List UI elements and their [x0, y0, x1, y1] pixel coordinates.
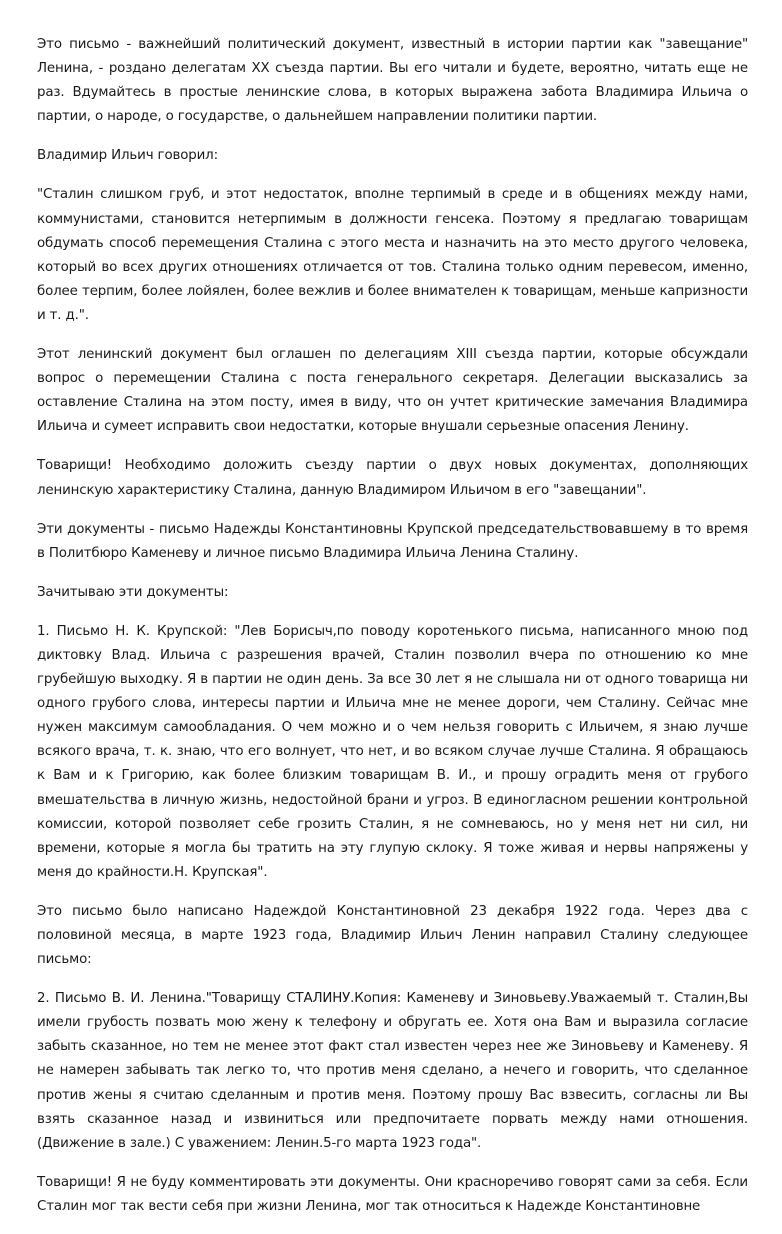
paragraph-krupskaya-letter: 1. Письмо Н. К. Крупской: "Лев Борисыч,по поводу коротенького письма, написанного мною под диктовку Влад. Ильича с разрешения врачей, Сталин позволил вчера по отношению ко мне грубейшую выходку. Я в партии не один день. За все 30 лет я не слышала ни от одного товарища ни одного грубого слова, интересы партии и Ильича мне не менее дороги, чем Сталину. Сейчас мне нужен максимум самообладания. О чем можно и о чем нельзя говорить с Ильичем, я знаю лучше всякого врача, т. к. знаю, что его волнует, что нет, и во всяком случае лучше Сталина. Я обращаюсь к Вам и к Григорию, как более близким товарищам В. И., и прошу оградить меня от грубого вмешательства в личную жизнь, недостойной брани и угроз. В единогласном решении контрольной комиссии, которой позволяет себе грозить Сталин, я не сомневаюсь, но у меня нет ни сил, ни времени, которые я могла бы тратить на эту глупую склоку. Я тоже живая и нервы напряжены у меня до крайности.Н. Крупская".: [37, 623, 748, 880]
paragraph-lenin-quote: "Сталин слишком груб, и этот недостаток, вполне терпимый в среде и в общениях между нами, коммунистами, становится нетерпимым в должности генсека. Поэтому я предлагаю товарищам обдумать способ перемещения Сталина с этого места и назначить на это место другого человека, который во всех других отношениях отличается от тов. Сталина только одним перевесом, именно, более терпим, более лойялен, более вежлив и более внимателен к товарищам, меньше капризности и т. д.".: [37, 187, 748, 323]
paragraph-lenin-said: Владимир Ильич говорил:: [37, 148, 218, 164]
paragraph-testament-intro: Это письмо - важнейший политический документ, известный в истории партии как "завещание" Ленина, - роздано делегатам XX съезда партии. Вы его читали и будете, вероятно, читать еще не раз. Вдумайтесь в простые ленинские слова, в которых выражена забота Владимира Ильича о партии, о народе, о государстве, о дальнейшем направлении политики партии.: [37, 37, 748, 125]
document-page: [37, 33, 748, 1234]
paragraph-documents-description: Эти документы - письмо Надежды Константиновны Крупской председательствовавшему в то время в Политбюро Каменеву и личное письмо Владимира Ильича Ленина Сталину.: [37, 521, 748, 561]
paragraph-new-documents: Товарищи! Необходимо доложить съезду партии о двух новых документах, дополняющих ленинскую характеристику Сталина, данную Владимиром Ильичом в его "завещании".: [37, 458, 748, 498]
paragraph-lenin-letter: 2. Письмо В. И. Ленина."Товарищу СТАЛИНУ.Копия: Каменеву и Зиновьеву.Уважаемый т. Сталин,Вы имели грубость позвать мою жену к телефону и обругать ее. Хотя она Вам и выразила согласие забыть сказанное, но тем не менее этот факт стал известен через нее же Зиновьеву и Каменеву. Я не намерен забывать так легко то, что против меня сделано, а нечего и говорить, что сделанное против жены я считаю сделанным и против меня. Поэтому прошу Вас взвесить, согласны ли Вы взять сказанное назад и извиниться или предпочитаете порвать между нами отношения. (Движение в зале.) С уважением: Ленин.5-го марта 1923 года".: [37, 991, 748, 1151]
paragraph-reading-documents: Зачитываю эти документы:: [37, 584, 229, 600]
paragraph-xiii-congress: Этот ленинский документ был оглашен по делегациям XIII съезда партии, которые обсуждали вопрос о перемещении Сталина с поста генерального секретаря. Делегации высказались за оставление Сталина на этом посту, имея в виду, что он учтет критические замечания Владимира Ильича и сумеет исправить свои недостатки, которые внушали серьезные опасения Ленину.: [37, 347, 748, 435]
paragraph-comment: Товарищи! Я не буду комментировать эти документы. Они красноречиво говорят сами за себя. Если Сталин мог так вести себя при жизни Ленина, мог так относиться к Надежде Константиновне: [37, 1174, 748, 1214]
paragraph-letter-date: Это письмо было написано Надеждой Константиновной 23 декабря 1922 года. Через два с половиной месяца, в марте 1923 года, Владимир Ильич Ленин направил Сталину следующее письмо:: [37, 903, 748, 968]
